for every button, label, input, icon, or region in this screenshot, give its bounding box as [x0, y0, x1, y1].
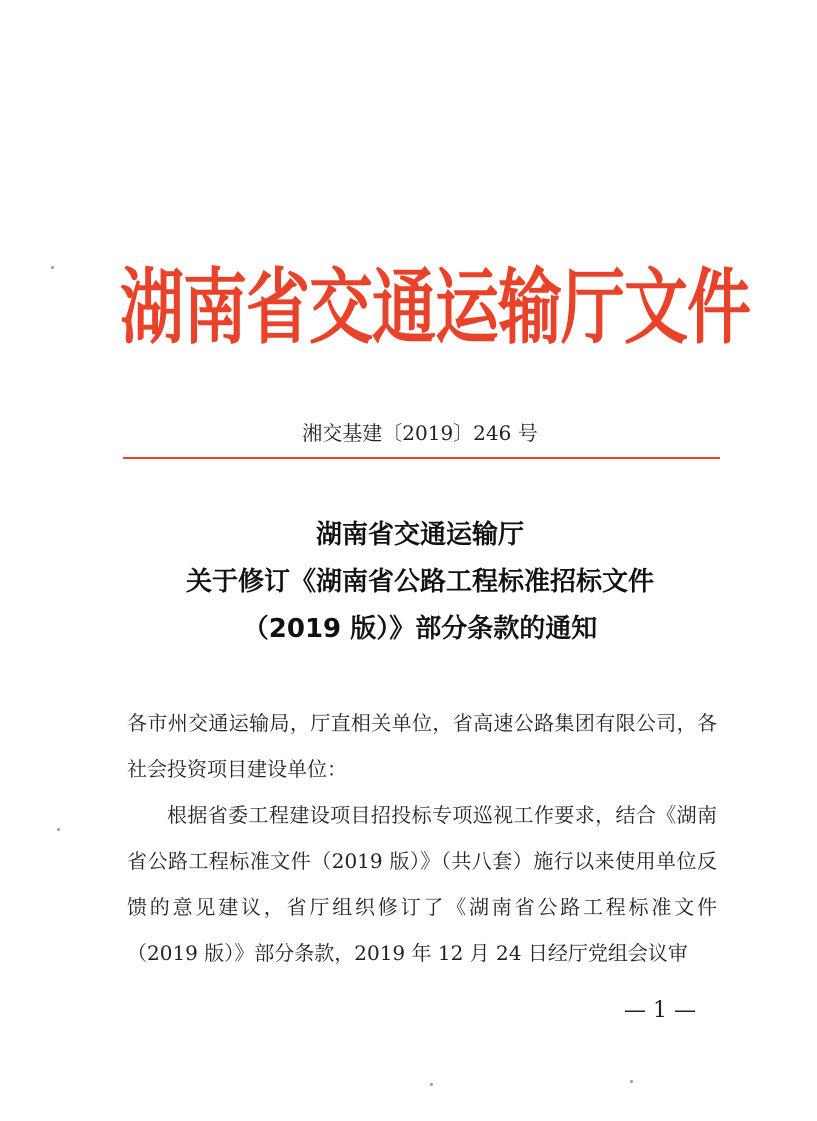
document-masthead: 湖南省交通运输厅文件: [120, 261, 750, 357]
page-number: — 1 —: [624, 998, 696, 1023]
scan-speck: [630, 1080, 633, 1083]
scan-speck: [57, 828, 60, 831]
document-body: [127, 700, 717, 976]
scan-speck: [51, 266, 54, 269]
red-divider-line: [123, 457, 720, 459]
title-line-3: （2019 版）》部分条款的通知: [242, 614, 598, 644]
body-paragraph: 根据省委工程建设项目招投标专项巡视工作要求，结合《湖南省公路工程标准文件（2019 版）》（共八套）施行以来使用单位反馈的意见建议，省厅组织修订了《湖南省公路工程标准文件（2019 版）》部分条款，2019 年 12 月 24 日经厅党组会议审: [127, 803, 717, 965]
addressees: 各市州交通运输局，厅直相关单位，省高速公路集团有限公司，各社会投资项目建设单位：: [127, 711, 717, 781]
title-line-1: 湖南省交通运输厅: [315, 520, 524, 550]
document-number: 湘交基建〔2019〕246 号: [302, 421, 538, 445]
title-line-2: 关于修订《湖南省公路工程标准招标文件: [185, 567, 654, 597]
scan-speck: [430, 1083, 433, 1086]
notice-title: [100, 512, 740, 653]
